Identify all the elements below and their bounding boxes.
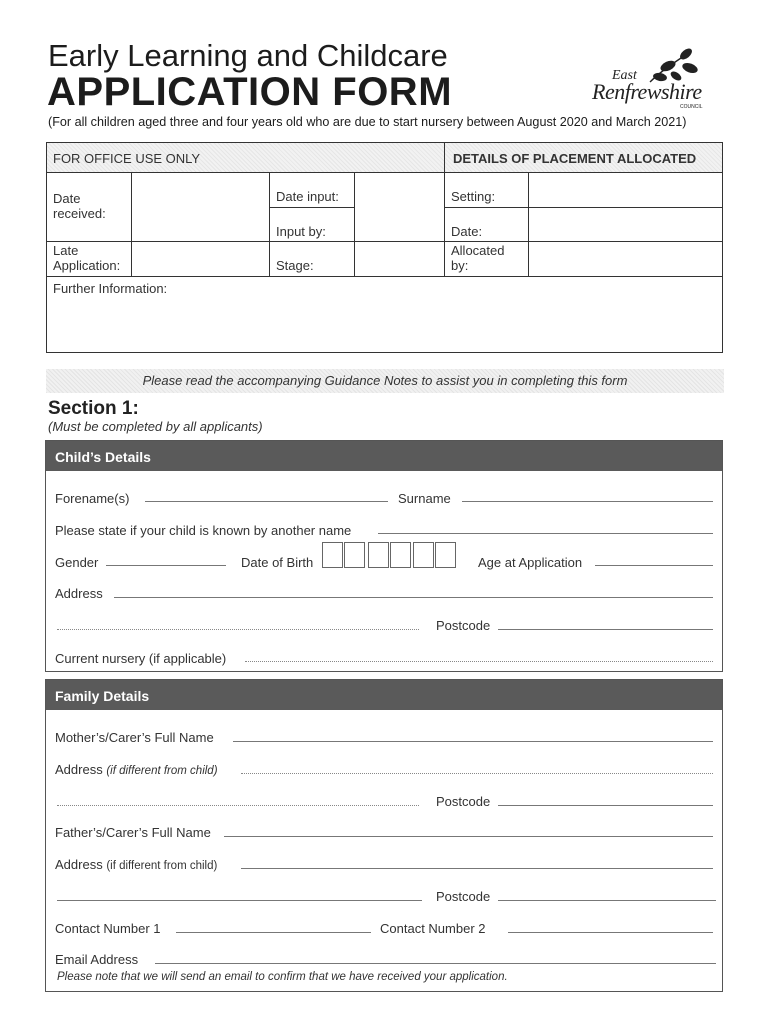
divider [47,276,722,277]
address-field[interactable] [114,597,713,598]
council-logo [590,44,720,110]
form-title: APPLICATION FORM [47,70,453,114]
form-title-line1: Early Learning and Childcare [48,38,448,73]
section-title: Section 1: [48,398,139,419]
mother-address-text: Address [55,762,103,777]
email-label: Email Address [55,952,139,967]
email-field[interactable] [155,963,716,964]
dob-box-5[interactable] [413,542,434,568]
logo-council: COUNCIL [680,104,703,110]
mother-name-label: Mother’s/Carer’s Full Name [55,730,214,745]
dob-box-3[interactable] [368,542,389,568]
postcode-label: Postcode [436,618,491,633]
office-table-header [47,143,722,173]
childs-details-header [46,441,722,471]
father-name-field[interactable] [224,836,713,837]
office-use-table [46,142,723,353]
father-address-field[interactable] [241,868,713,869]
form-subtitle: (For all children aged three and four years old who are due to start nursery between August 2020 and March 2021) [48,115,687,129]
age-label: Age at Application [478,555,583,570]
divider [269,173,270,276]
logo-east: East [612,68,637,83]
gender-label: Gender [55,555,99,570]
date-received-label: Date received: [53,191,106,221]
father-address-field-line2[interactable] [57,900,422,901]
other-name-label: Please state if your child is known by another name [55,523,352,538]
mother-address-field[interactable] [241,773,713,774]
divider [131,173,132,276]
divider [444,143,445,276]
father-name-label: Father’s/Carer’s Full Name [55,825,211,840]
contact-number-2-field[interactable] [508,932,713,933]
surname-label: Surname [398,491,451,506]
family-details-header [46,680,722,710]
father-postcode-field[interactable] [498,900,716,901]
gender-field[interactable] [106,565,226,566]
father-address-label [55,857,217,872]
current-nursery-field[interactable] [245,661,713,662]
dob-box-2[interactable] [344,542,365,568]
mother-address-note: (if different from child) [106,765,218,777]
contact-number-1-label: Contact Number 1 [55,921,161,936]
childs-details-heading: Child’s Details [55,449,151,465]
family-details-heading: Family Details [55,688,150,704]
mother-postcode-field[interactable] [498,805,713,806]
logo-name: Renfrewshire [592,79,702,104]
placement-heading: DETAILS OF PLACEMENT ALLOCATED [453,151,697,166]
divider [269,207,354,208]
dob-box-6[interactable] [435,542,456,568]
surname-field[interactable] [462,501,713,502]
mother-address-field-line2[interactable] [57,805,419,806]
further-information-label: Further Information: [53,281,168,296]
forename-label: Forename(s) [55,491,130,506]
late-application-label: Late Application: [53,243,121,273]
input-by-label: Input by: [276,224,326,239]
current-nursery-label: Current nursery (if applicable) [55,651,227,666]
mother-postcode-label: Postcode [436,794,491,809]
father-address-text: Address [55,857,103,872]
mother-address-label [55,762,218,777]
address-label: Address [55,586,103,601]
office-use-heading: FOR OFFICE USE ONLY [53,151,201,166]
divider [47,241,722,242]
mother-name-field[interactable] [233,741,713,742]
email-note: Please note that we will send an email to confirm that we have received your application. [57,971,508,983]
divider [354,173,355,276]
divider [528,173,529,276]
contact-number-2-label: Contact Number 2 [380,921,486,936]
forename-field[interactable] [145,501,388,502]
dob-label: Date of Birth [241,555,314,570]
dob-box-4[interactable] [390,542,411,568]
section-subtitle: (Must be completed by all applicants) [48,419,263,434]
father-postcode-label: Postcode [436,889,491,904]
contact-number-1-field[interactable] [176,932,371,933]
date-input-label: Date input: [276,189,339,204]
allocated-by-label: Allocated by: [451,243,505,273]
dob-box-1[interactable] [322,542,343,568]
postcode-field[interactable] [498,629,713,630]
setting-label: Setting: [451,189,496,204]
address-field-line2[interactable] [57,629,419,630]
divider [444,207,722,208]
age-field[interactable] [595,565,713,566]
stage-label: Stage: [276,258,314,273]
placement-date-label: Date: [451,224,483,239]
father-address-note: (if different from child) [106,860,218,872]
other-name-field[interactable] [378,533,713,534]
guidance-note: Please read the accompanying Guidance Notes to assist you in completing this form [46,369,724,393]
